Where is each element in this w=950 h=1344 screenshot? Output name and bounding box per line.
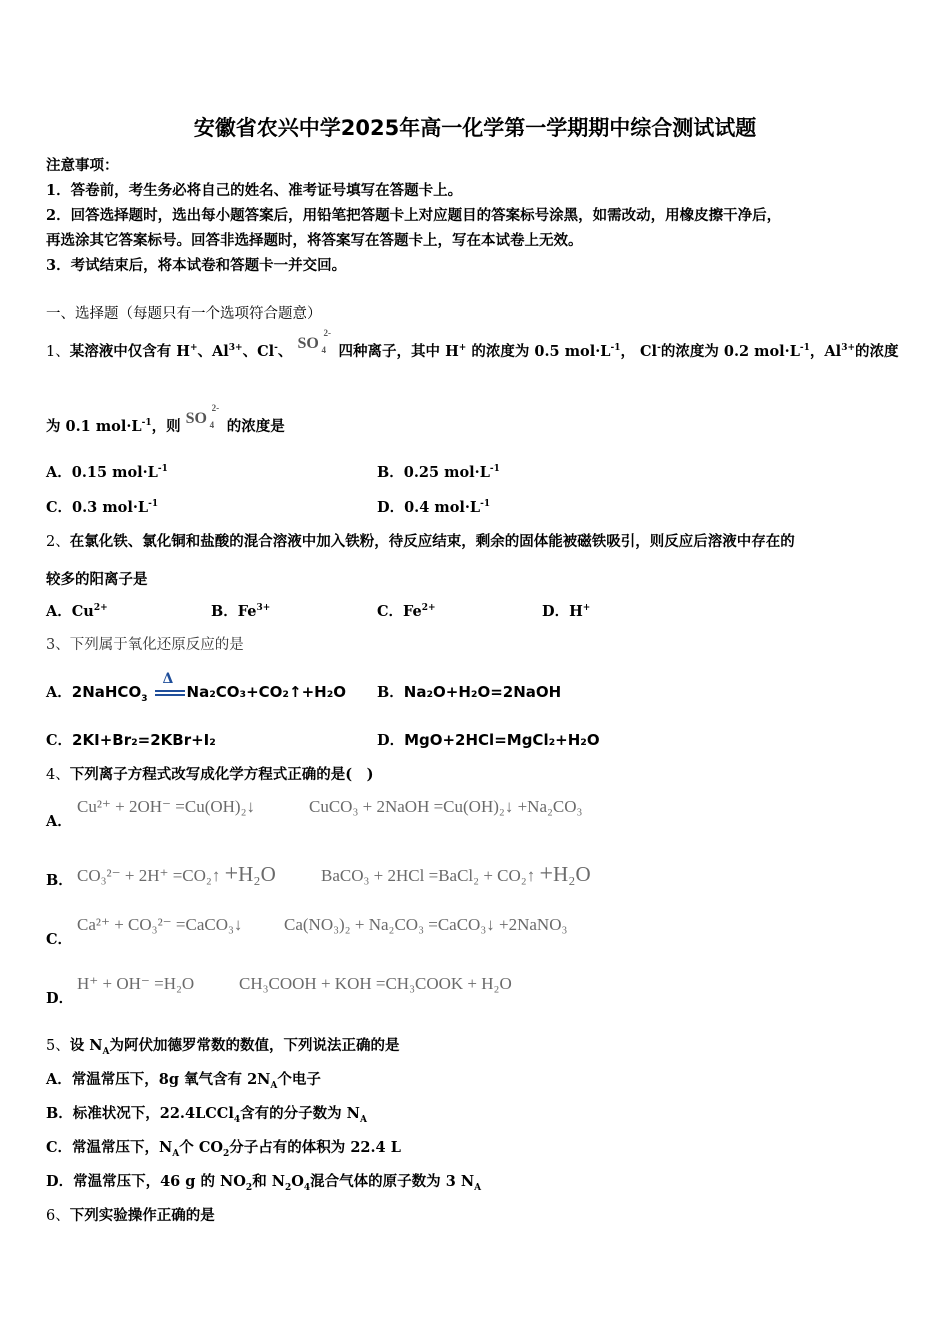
notice-item-1: 1．答卷前，考生务必将自己的姓名、准考证号填写在答题卡上。 (46, 182, 463, 199)
q4-option-d-chemical: CH₃COOH + KOH =CH₃COOK + H₂O (239, 974, 512, 993)
q4-option-b-chemical: BaCO₃ + 2HCl =BaCl₂ + CO₂↑ +H₂O (321, 861, 591, 887)
sulfate-formula: SO 2- 4 (297, 328, 331, 355)
notice-heading: 注意事项： (46, 157, 119, 174)
q3-stem: 3、下列属于氧化还原反应的是 (46, 637, 244, 653)
q2-option-b: B．$Fe^{3+}$ (211, 603, 271, 620)
q4-option-a-ionic: Cu²⁺ + 2OH⁻ =Cu(OH)₂↓ (77, 797, 256, 816)
sulfate-formula: SO 2- 4 (185, 403, 220, 430)
notice-item-3: 3．考试结束后，将本试卷和答题卡一并交回。 (46, 257, 347, 274)
q1-option-c: C．0.3 $mol\cdot L^{-1}$ (46, 499, 159, 516)
q5-stem: 5、设 $N_A$为阿伏加德罗常数的数值，下列说法正确的是 (46, 1037, 400, 1057)
q1-line2: 为 0.1 $mol\cdot L^{-1}$，则 SO 2- 4 的浓度是 (46, 403, 285, 435)
q5-option-c: C．常温常压下，$N_A$个 $CO_2$分子占有的体积为 22.4 L (46, 1139, 401, 1159)
q2-option-d: D．H+ (542, 603, 591, 620)
q3-option-d: D．MgO+2HCl=MgCl₂+H₂O (377, 731, 600, 749)
heat-arrow: Δ (153, 685, 187, 701)
q5-option-b: B．标准状况下，22.4LCCl$_4$含有的分子数为 $N_A$ (46, 1105, 367, 1125)
q1-option-d: D．0.4 $mol\cdot L^{-1}$ (377, 499, 491, 516)
q4-stem: 4、下列离子方程式改写成化学方程式正确的是( ) (46, 766, 374, 783)
page-title: 安徽省农兴中学2025年高一化学第一学期期中综合测试试题 (193, 116, 757, 140)
q4-option-d-ionic: H⁺ + OH⁻ =H₂O (77, 974, 195, 993)
q4-option-b-label: B． (46, 872, 73, 889)
section-heading: 一、选择题（每题只有一个选项符合题意） (46, 306, 322, 322)
q1-line1: 1、某溶液中仅含有 H+、$Al^{3+}$、Cl-、 SO 2- 4 四种离子，其中 H+ 的浓度为 0.5 $mol\cdot L^{-1}$， Cl-的浓度为 0.2 $mol\cdot L^{-1}$，$Al^{3+}$的浓度 (46, 328, 899, 360)
q2-line2: 较多的阳离子是 (46, 571, 148, 588)
q5-option-a: A．常温常压下，8g 氧气含有 $2N_A$个电子 (46, 1071, 321, 1091)
q2-option-a: A．$Cu^{2+}$ (46, 603, 108, 620)
q3-option-c: C．2KI+Br₂=2KBr+I₂ (46, 731, 216, 749)
q4-option-b-ionic: CO₃²⁻ + 2H⁺ =CO₂↑ +H₂O (77, 861, 276, 887)
q4-option-c-label: C． (46, 931, 73, 948)
q2-option-c: C．$Fe^{2+}$ (377, 603, 436, 620)
q4-option-d-label: D． (46, 990, 74, 1007)
notice-item-2a: 2．回答选择题时，选出每小题答案后，用铅笔把答题卡上对应题目的答案标号涂黑，如需改动，用橡皮擦干净后， (46, 207, 782, 224)
q1-option-b: B．0.25 $mol\cdot L^{-1}$ (377, 464, 500, 481)
q3-option-b: B．Na₂O+H₂O=2NaOH (377, 683, 562, 701)
q5-option-d: D．常温常压下，46 g 的 $NO_2$和 $N_2O_4$混合气体的原子数为 3 $N_A$ (46, 1173, 482, 1193)
q1-number: 1、 (46, 344, 70, 360)
q6-stem: 6、下列实验操作正确的是 (46, 1207, 215, 1224)
q4-option-c-chemical: Ca(NO₃)₂ + Na₂CO₃ =CaCO₃↓ +2NaNO₃ (284, 915, 568, 934)
q4-option-c-ionic: Ca²⁺ + CO₃²⁻ =CaCO₃↓ (77, 915, 243, 934)
notice-item-2b: 再选涂其它答案标号。回答非选择题时，将答案写在答题卡上，写在本试卷上无效。 (46, 232, 583, 249)
q2-line1: 2、在氯化铁、氯化铜和盐酸的混合溶液中加入铁粉，待反应结束，剩余的固体能被磁铁吸引，则反应后溶液中存在的 (46, 533, 795, 550)
q3-option-a: A．2NaHCO$_3$ Δ Na₂CO₃+CO₂↑+H₂O (46, 671, 347, 704)
q4-option-a-label: A． (46, 813, 72, 830)
q1-option-a: A．0.15 $mol\cdot L^{-1}$ (46, 464, 168, 481)
q4-option-a-chemical: CuCO₃ + 2NaOH =Cu(OH)₂↓ +Na₂CO₃ (309, 797, 583, 816)
